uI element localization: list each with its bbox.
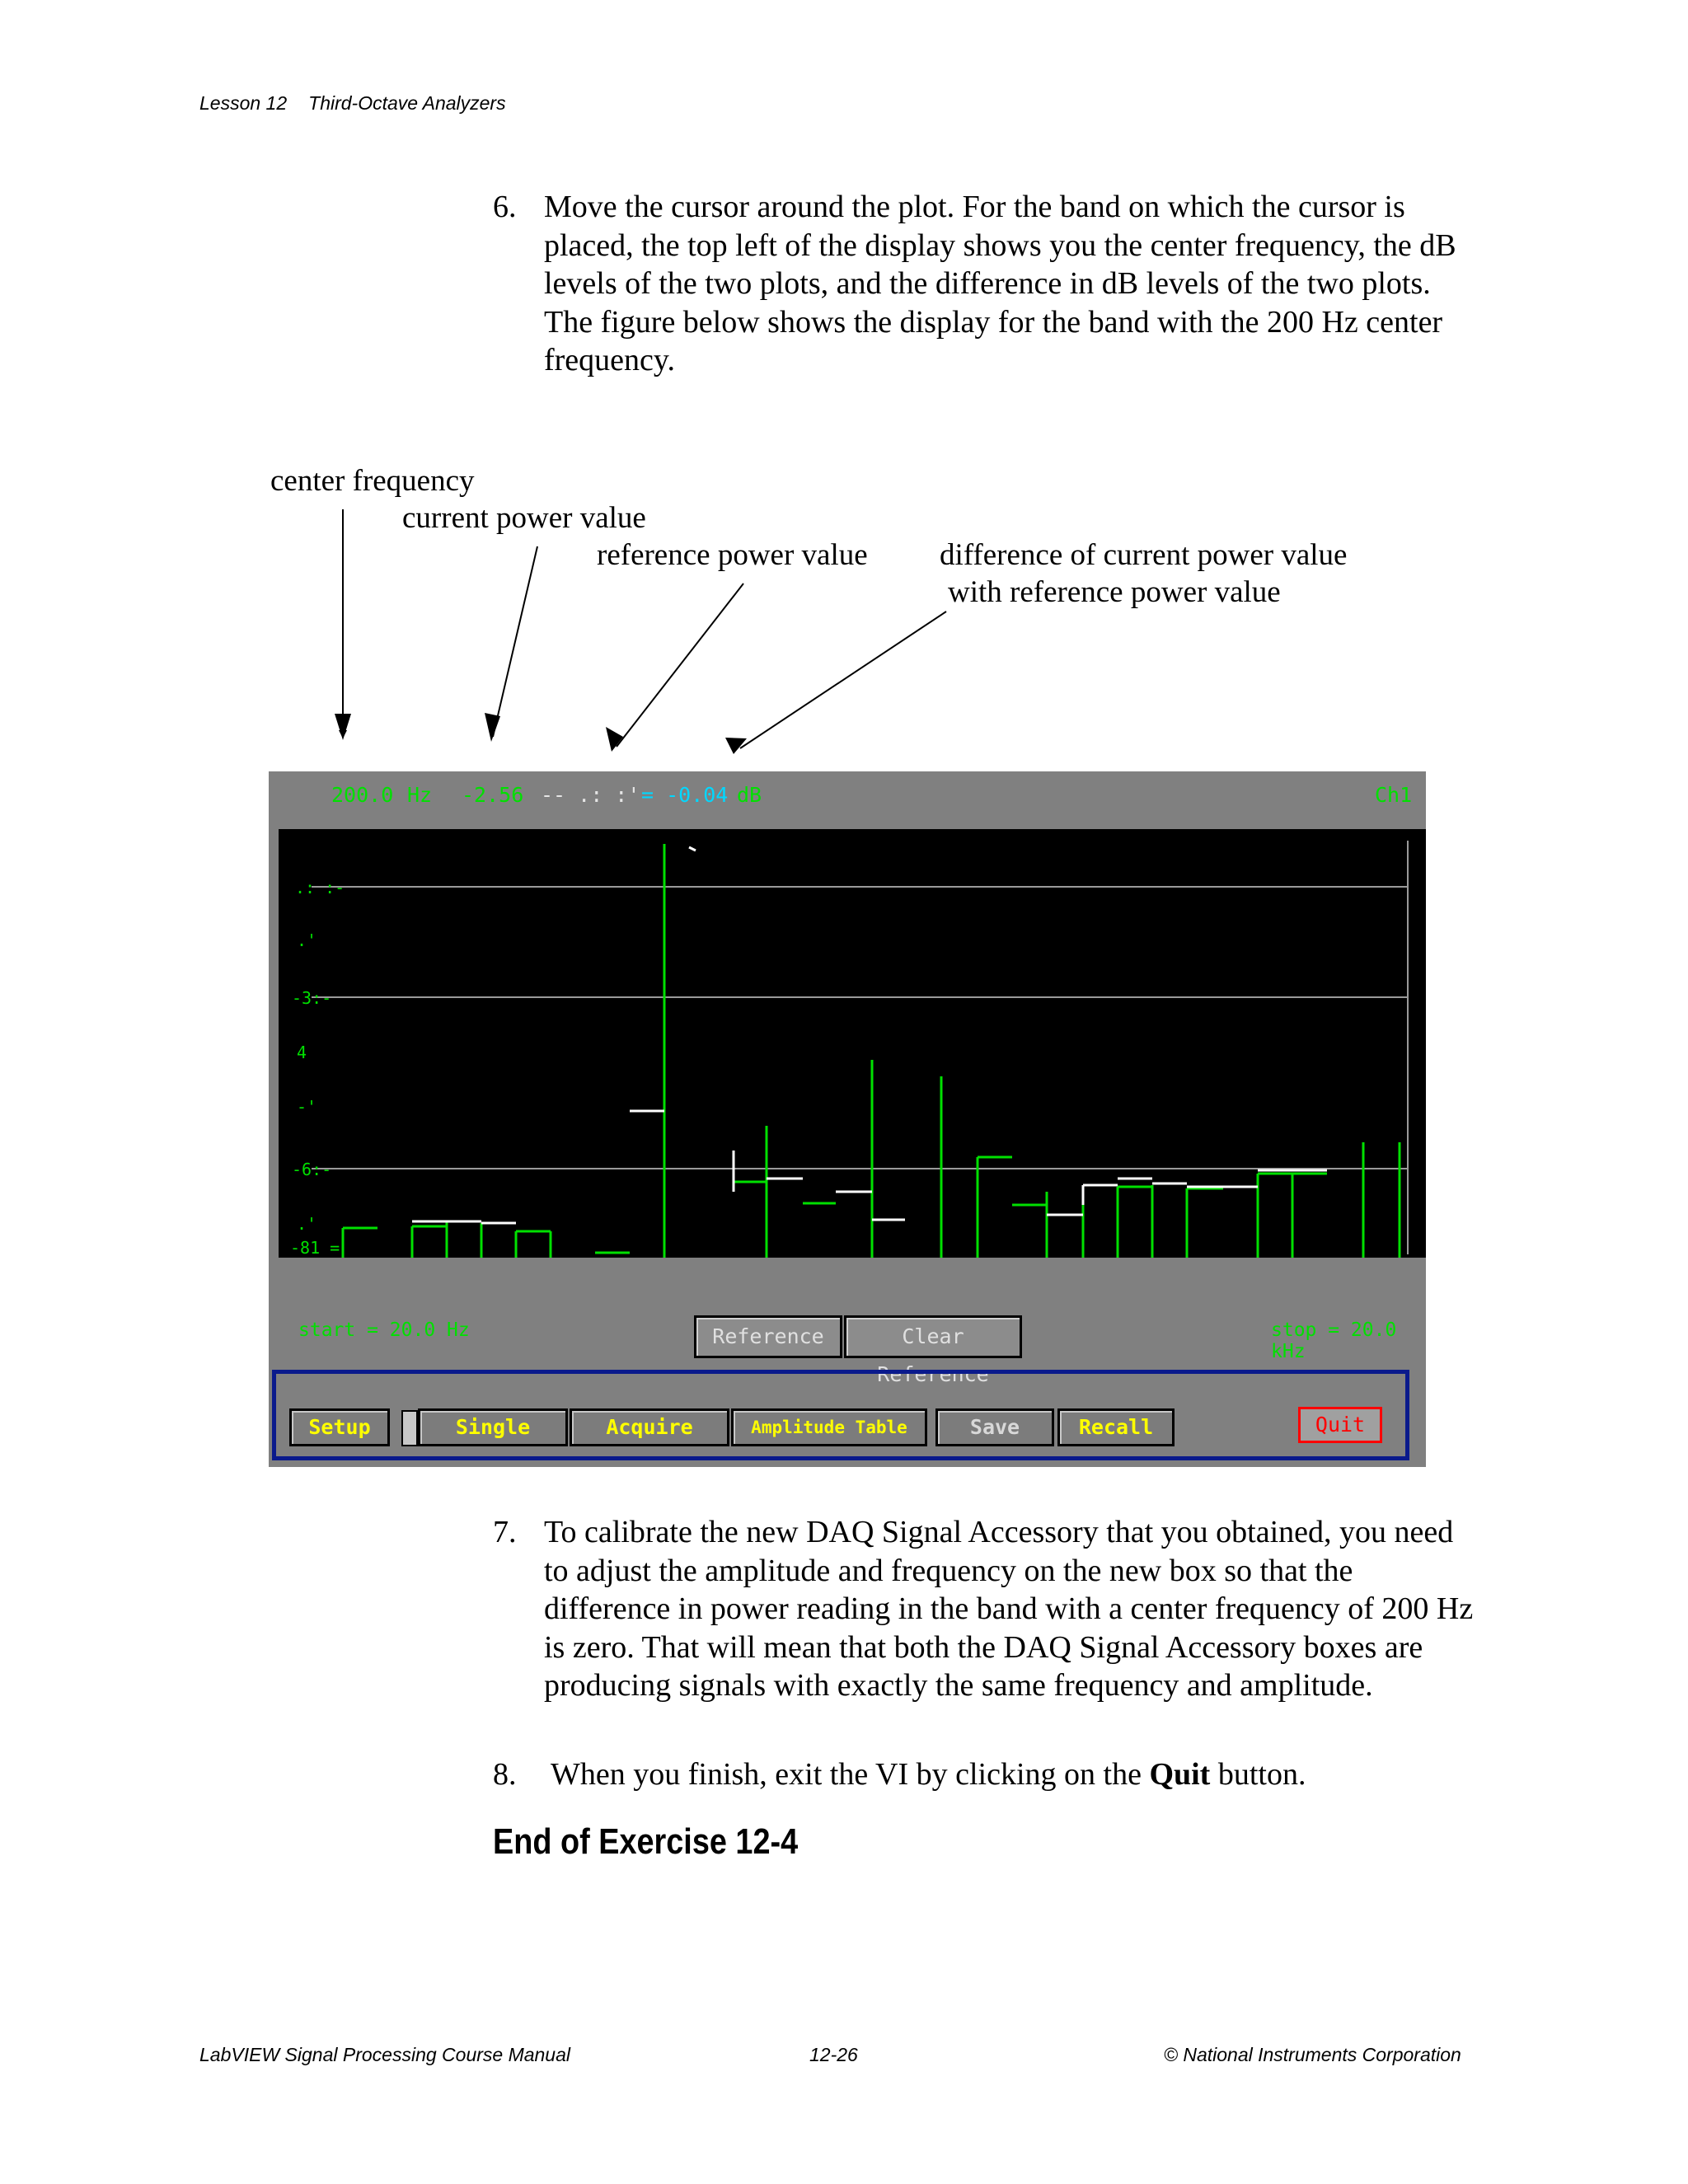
single-button[interactable]: Single [418, 1408, 568, 1446]
acquire-button[interactable]: Acquire [570, 1408, 729, 1446]
readout-frequency-unit: Hz [407, 783, 433, 807]
footer-copyright: © National Instruments Corporation [1164, 2044, 1461, 2065]
step-number: 6. [493, 190, 517, 224]
step-7 [493, 1513, 1482, 1705]
lesson-number: Lesson 12 [199, 92, 288, 114]
y-tick-label: .' [297, 1214, 317, 1234]
setup-button[interactable]: Setup [289, 1408, 390, 1446]
clear-reference-button[interactable]: Clear Reference [844, 1315, 1022, 1358]
y-tick-label: .' [297, 930, 317, 950]
lesson-title: Third-Octave Analyzers [308, 92, 506, 114]
current-power-trace [343, 844, 1400, 1258]
y-tick-label: -' [297, 1097, 317, 1117]
mode-spinner-arrows[interactable] [401, 1410, 418, 1446]
control-bar [272, 1370, 1409, 1460]
step-text: To calibrate the new DAQ Signal Accessory that you obtained, you need to adjust the amplitude and frequency on the new box so that the difference in power reading in the band with a center frequency of 200 Hz is zero. That will mean that both the DAQ Signal Accessory boxes are producing signals with exactly the same frequency and amplitude. [544, 1515, 1474, 1703]
step-number: 8. [493, 1757, 517, 1792]
readout-reference-power: -- .: :' [541, 783, 640, 807]
step-8 [493, 1755, 1482, 1794]
readout-current-power: -2.56 [462, 783, 524, 807]
arrow-reference-power [617, 583, 743, 747]
save-button[interactable]: Save [935, 1408, 1054, 1446]
y-tick-label: -3:- [292, 988, 332, 1008]
arrow-difference [740, 612, 946, 748]
step-number: 7. [493, 1515, 517, 1549]
step-text [551, 1755, 1482, 1794]
step-text-before: When you finish, exit the VI by clicking on the [551, 1757, 1150, 1792]
stop-frequency-label: stop = 20.0 kHz [1271, 1319, 1397, 1362]
readout-center-frequency: 200.0 [331, 783, 394, 807]
annotation-center-frequency: center frequency [270, 464, 475, 498]
step-text: Move the cursor around the plot. For the band on which the cursor is placed, the top left of the display shows you the center frequency, the dB levels of the two plots, and the difference in dB levels of the two plots. The figure below shows the display for the band with the 200 Hz center frequency. [544, 190, 1456, 377]
start-frequency-label: start = 20.0 Hz [298, 1319, 470, 1341]
annotation-reference-power: reference power value [597, 538, 868, 572]
arrow-current-power-head [485, 713, 500, 742]
y-tick-label: -6:- [292, 1160, 332, 1179]
quit-button[interactable]: Quit [1298, 1407, 1382, 1443]
footer-page-number: 12-26 [809, 2044, 858, 2065]
annotation-difference-line2: with reference power value [948, 575, 1281, 609]
annotation-current-power: current power value [402, 501, 646, 535]
footer-manual-title: LabVIEW Signal Processing Course Manual [199, 2044, 571, 2065]
annotation-difference-line1: difference of current power value [940, 538, 1348, 572]
readout-difference: = -0.04 [641, 783, 729, 807]
arrow-current-power [493, 546, 537, 737]
analyzer-front-panel [269, 771, 1426, 1467]
y-tick-label: .: :- [295, 878, 345, 898]
amplitude-table-button[interactable]: Amplitude Table [731, 1408, 927, 1446]
reference-button[interactable]: Reference [694, 1315, 842, 1358]
band-reference [689, 847, 696, 851]
readout-difference-unit: dB [737, 783, 762, 807]
end-of-exercise-heading: End of Exercise 12-4 [493, 1821, 799, 1862]
arrow-reference-power-head [606, 727, 623, 752]
third-octave-plot[interactable] [279, 829, 1426, 1258]
reference-power-trace [412, 847, 1327, 1223]
recall-button[interactable]: Recall [1057, 1408, 1175, 1446]
y-tick-label: -81 = [290, 1238, 340, 1258]
quit-emphasis: Quit [1149, 1757, 1211, 1792]
y-tick-label: 4 [297, 1043, 307, 1062]
arrow-center-frequency-head [335, 714, 351, 740]
readout-channel: Ch1 [1375, 783, 1413, 807]
step-text-after: button. [1210, 1757, 1306, 1792]
plot-graph[interactable] [279, 829, 1426, 1258]
